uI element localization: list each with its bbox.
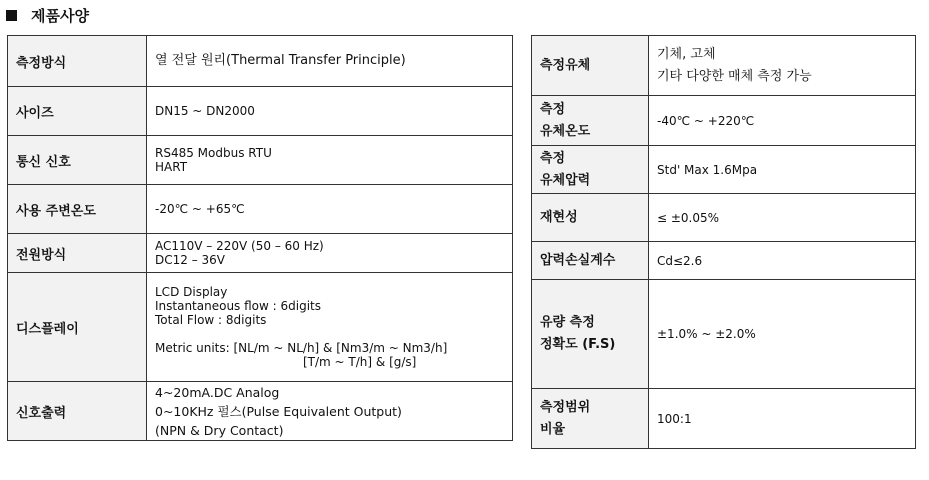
spec-label: 디스플레이 xyxy=(8,273,147,382)
table-row xyxy=(8,87,513,136)
table-row xyxy=(532,146,916,194)
spec-value: ≤ ±0.05% xyxy=(649,194,916,242)
spec-value: Cd≤2.6 xyxy=(649,242,916,280)
table-row xyxy=(532,280,916,389)
spec-value: AC110V – 220V (50 – 60 Hz) DC12 – 36V xyxy=(147,234,513,273)
spec-value: DN15 ~ DN2000 xyxy=(147,87,513,136)
spec-value: RS485 Modbus RTU HART xyxy=(147,136,513,185)
table-row xyxy=(532,96,916,146)
spec-label: 측정유체 xyxy=(532,36,649,96)
spec-label: 사이즈 xyxy=(8,87,147,136)
spec-label: 측정 유체온도 xyxy=(532,96,649,146)
spec-label: 측정범위 비율 xyxy=(532,389,649,449)
spec-value: ±1.0% ~ ±2.0% xyxy=(649,280,916,389)
spec-value: 100:1 xyxy=(649,389,916,449)
table-row xyxy=(532,389,916,449)
spec-label: 압력손실계수 xyxy=(532,242,649,280)
square-bullet-icon xyxy=(6,10,17,21)
spec-label: 재현성 xyxy=(532,194,649,242)
spec-value: LCD Display Instantaneous flow : 6digits Total Flow : 8digits Metric units: [NL/m ~ NL/h] & [Nm3/m ~ Nm3/h] [T/m ~ T/h] & [g/s] xyxy=(147,273,513,382)
table-row xyxy=(8,234,513,273)
table-row xyxy=(8,273,513,382)
spec-label: 통신 신호 xyxy=(8,136,147,185)
table-row xyxy=(8,136,513,185)
spec-table-right xyxy=(531,35,916,449)
spec-label: 전원방식 xyxy=(8,234,147,273)
spec-value: 4~20mA.DC Analog 0~10KHz 펄스(Pulse Equivalent Output) (NPN & Dry Contact) xyxy=(147,382,513,441)
spec-table-left xyxy=(7,35,513,441)
table-row xyxy=(532,242,916,280)
table-row xyxy=(8,36,513,87)
spec-value: 기체, 고체 기타 다양한 매체 측정 가능 xyxy=(649,36,916,96)
table-row xyxy=(8,382,513,441)
spec-value: -40℃ ~ +220℃ xyxy=(649,96,916,146)
table-row xyxy=(532,36,916,96)
spec-label: 유량 측정 정확도 (F.S) xyxy=(532,280,649,389)
table-row xyxy=(8,185,513,234)
section-title xyxy=(6,4,89,26)
spec-value: 열 전달 원리(Thermal Transfer Principle) xyxy=(147,36,513,87)
spec-label: 신호출력 xyxy=(8,382,147,441)
spec-value: -20℃ ~ +65℃ xyxy=(147,185,513,234)
section-title-text: 제품사양 xyxy=(31,6,89,25)
spec-value: Std' Max 1.6Mpa xyxy=(649,146,916,194)
spec-label: 측정 유체압력 xyxy=(532,146,649,194)
table-row xyxy=(532,194,916,242)
spec-label: 측정방식 xyxy=(8,36,147,87)
spec-label: 사용 주변온도 xyxy=(8,185,147,234)
